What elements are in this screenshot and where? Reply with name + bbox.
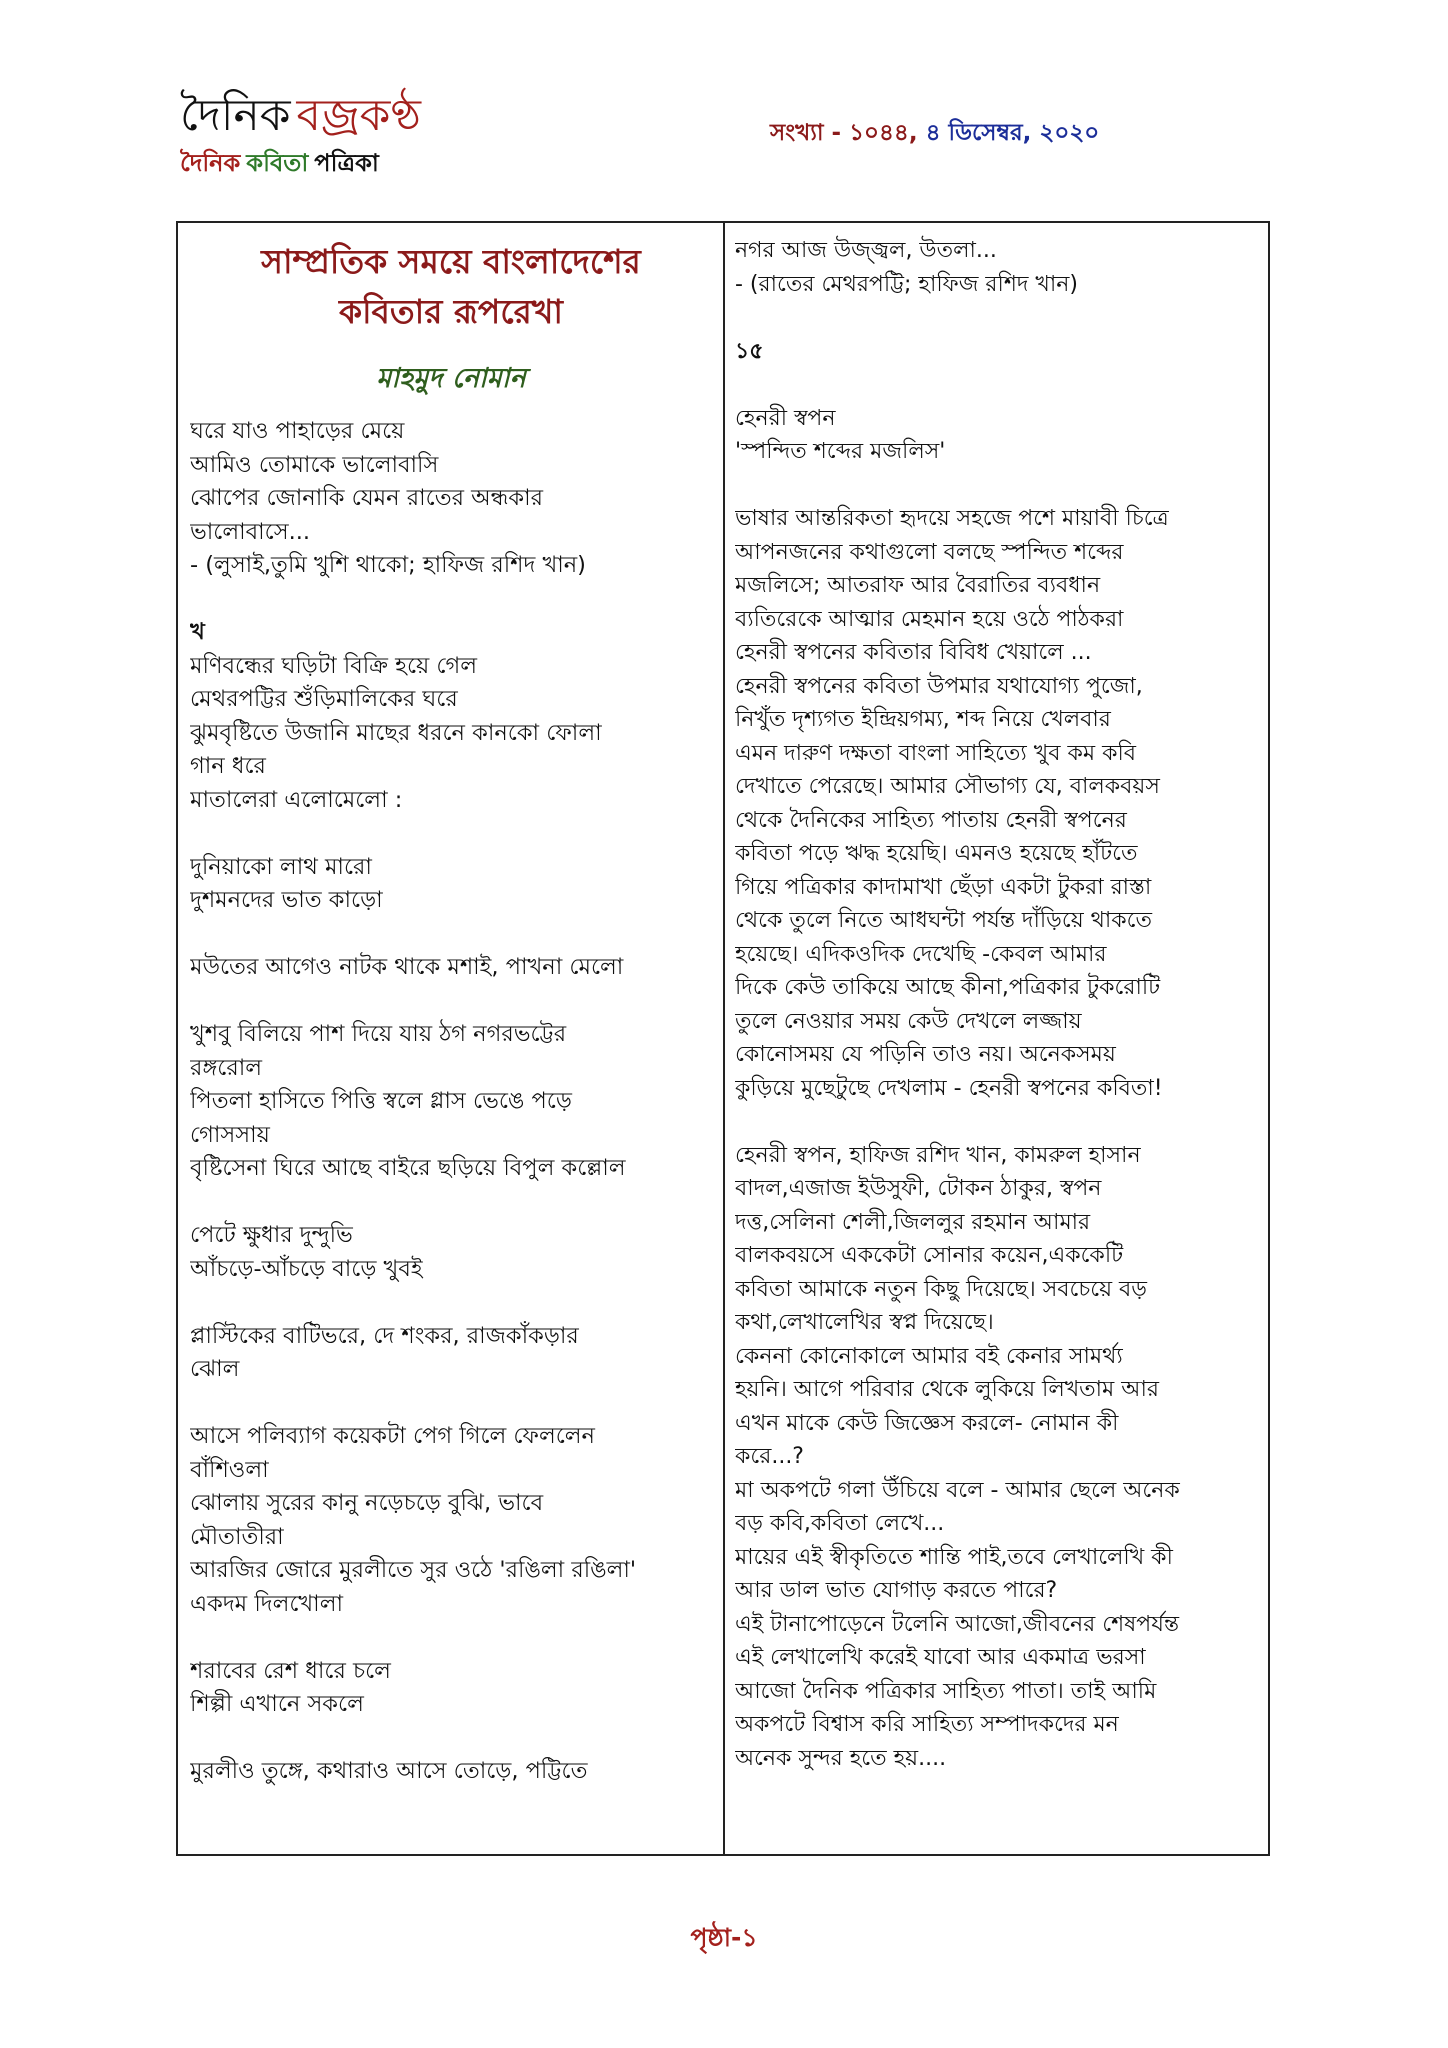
newspaper-logo bbox=[180, 88, 421, 144]
text-line: প্লাস্টিকের বাটিভরে, দে শংকর, রাজকাঁকড়ার bbox=[190, 1322, 579, 1349]
tagline-part1: দৈনিক bbox=[180, 149, 241, 177]
blank-line bbox=[190, 1186, 712, 1220]
text-line: গান ধরে bbox=[190, 753, 266, 779]
blank-line bbox=[190, 985, 712, 1019]
text-line: মায়ের এই স্বীকৃতিতে শান্তি পাই,তবে লেখালেখি কী bbox=[735, 1544, 1173, 1570]
text-line: মৌতাতীরা bbox=[190, 1523, 284, 1550]
title-line-2: কবিতার রূপরেখা bbox=[339, 292, 563, 331]
text-line: মেথরপট্টির শুঁড়িমালিকের ঘরে bbox=[190, 686, 458, 712]
issue-number: সংখ্যা - ১০৪৪, bbox=[770, 120, 918, 146]
blank-line bbox=[735, 301, 1263, 335]
text-line: আপনজনের কথাগুলো বলছে স্পন্দিত শব্দের bbox=[735, 539, 1124, 565]
blank-line bbox=[190, 817, 712, 851]
text-line: হেনরী স্বপন bbox=[735, 405, 836, 431]
text-line: হেনরী স্বপন, হাফিজ রশিদ খান, কামরুল হাসান bbox=[735, 1142, 1141, 1168]
text-line: দিকে কেউ তাকিয়ে আছে কীনা,পত্রিকার টুকরোটি bbox=[735, 975, 1161, 1000]
blank-line bbox=[190, 1722, 712, 1756]
blank-line bbox=[190, 1621, 712, 1655]
text-line: ঝোল bbox=[190, 1356, 240, 1382]
text-line: কবিতা পড়ে ঋদ্ধ হয়েছি। এমনও হয়েছে হাঁটতে bbox=[735, 841, 1138, 866]
text-line: ভাষার আন্তরিকতা হৃদয়ে সহজে পশে মায়াবী চিত্রে bbox=[735, 506, 1169, 531]
right-column bbox=[735, 223, 1263, 1775]
text-line: এই টানাপোড়েনে টলেনি আজো,জীবনের শেষপর্যন্ত bbox=[735, 1611, 1180, 1637]
text-line: আমিও তোমাকে ভালোবাসি bbox=[190, 451, 439, 478]
text-line: দেখাতে পেরেছে। আমার সৌভাগ্য যে, বালকবয়স bbox=[735, 774, 1160, 799]
right-column-text bbox=[735, 234, 1263, 1775]
issue-date: ৪ ডিসেম্বর, ২০২০ bbox=[925, 120, 1100, 146]
text-line: 'স্পন্দিত শব্দের মজলিস' bbox=[735, 439, 946, 464]
text-line: নিখুঁত দৃশ্যগত ইন্দ্রিয়গম্য, শব্দ নিয়ে খেলবার bbox=[735, 707, 1111, 732]
text-line: বৃষ্টিসেনা ঘিরে আছে বাইরে ছড়িয়ে বিপুল কল্লোল bbox=[190, 1155, 626, 1181]
left-column bbox=[190, 223, 712, 1789]
text-line: নগর আজ উজ্জ্বল, উতলা... bbox=[735, 238, 997, 263]
blank-line bbox=[735, 1105, 1263, 1139]
text-line: হেনরী স্বপনের কবিতা উপমার যথাযোগ্য পুজো, bbox=[735, 673, 1143, 699]
issue-info bbox=[770, 114, 1099, 153]
text-line: মউতের আগেও নাটক থাকে মশাই, পাখনা মেলো bbox=[190, 954, 624, 980]
text-line: শরাবের রেশ ধারে চলে bbox=[190, 1657, 391, 1684]
blank-line bbox=[190, 1387, 712, 1421]
text-line: - (লুসাই,তুমি খুশি থাকো; হাফিজ রশিদ খান) bbox=[190, 552, 586, 578]
text-line: তুলে নেওয়ার সময় কেউ দেখলে লজ্জায় bbox=[735, 1008, 1082, 1034]
text-line: কোনোসময় যে পড়িনি তাও নয়। অনেকসময় bbox=[735, 1042, 1116, 1067]
text-line: গিয়ে পত্রিকার কাদামাখা ছেঁড়া একটা টুকরা রাস্তা bbox=[735, 874, 1152, 900]
text-line: খুশবু বিলিয়ে পাশ দিয়ে যায় ঠগ নগরভট্টের bbox=[190, 1021, 567, 1047]
text-line: মণিবন্ধের ঘড়িটা বিক্রি হয়ে গেল bbox=[190, 652, 478, 679]
text-line: একদম দিলখোলা bbox=[190, 1590, 343, 1617]
text-line: বড় কবি,কবিতা লেখে... bbox=[735, 1511, 945, 1536]
text-line: বালকবয়সে এককেটা সোনার কয়েন,এককেটি bbox=[735, 1243, 1124, 1268]
text-line: আর ডাল ভাত যোগাড় করতে পারে? bbox=[735, 1578, 1058, 1603]
tagline-part2: কবিতা bbox=[246, 149, 309, 177]
text-line: দুশমনদের ভাত কাড়ো bbox=[190, 887, 383, 913]
text-line: অকপটে বিশ্বাস করি সাহিত্য সম্পাদকদের মন bbox=[735, 1712, 1119, 1737]
text-line: এই লেখালেখি করেই যাবো আর একমাত্র ভরসা bbox=[735, 1645, 1146, 1670]
text-line: পেটে ক্ষুধার দুন্দুভি bbox=[190, 1222, 353, 1248]
text-line: মুরলীও তুঙ্গে, কথারাও আসে তোড়ে, পট্টিতে bbox=[190, 1758, 588, 1784]
article-author: মাহমুদ নোমান bbox=[376, 363, 526, 394]
text-line: মাতালেরা এলোমেলো : bbox=[190, 786, 403, 813]
text-line: হয়নি। আগে পরিবার থেকে লুকিয়ে লিখতাম আর bbox=[735, 1377, 1160, 1402]
article-frame bbox=[176, 221, 1270, 1856]
logo-name-part2: বজ্রকণ্ঠ bbox=[296, 90, 421, 141]
blank-line bbox=[735, 368, 1263, 402]
text-line: আঁচড়ে-আঁচড়ে বাড়ে খুবই bbox=[190, 1255, 423, 1282]
article-title bbox=[190, 237, 712, 337]
text-line: রঙ্গরোল bbox=[190, 1054, 263, 1081]
text-line: করে...? bbox=[735, 1444, 804, 1469]
text-line: ঝুমবৃষ্টিতে উজানি মাছের ধরনে কানকো ফোলা bbox=[190, 719, 602, 746]
text-line: আজো দৈনিক পত্রিকার সাহিত্য পাতা। তাই আমি bbox=[735, 1678, 1157, 1704]
text-line: ঝোপের জোনাকি যেমন রাতের অন্ধকার bbox=[190, 485, 544, 511]
logo-name-part1: দৈনিক bbox=[180, 90, 291, 141]
text-line: কেননা কোনোকালে আমার বই কেনার সামর্থ্য bbox=[735, 1343, 1123, 1369]
text-line: দুনিয়াকো লাথ মারো bbox=[190, 853, 372, 880]
text-line: বাদল,এজাজ ইউসুফী, টোকন ঠাকুর, স্বপন bbox=[735, 1176, 1102, 1201]
text-line: আরজির জোরে মুরলীতে সুর ওঠে 'রঙিলা রঙিলা' bbox=[190, 1557, 637, 1583]
text-line: ব্যতিরেকে আত্মার মেহমান হয়ে ওঠে পাঠকরা bbox=[735, 606, 1124, 632]
blank-line bbox=[735, 469, 1263, 503]
text-line: থেকে তুলে নিতে আধঘন্টা পর্যন্ত দাঁড়িয়ে থাকতে bbox=[735, 908, 1153, 933]
text-line: - (রাতের মেথরপট্টি; হাফিজ রশিদ খান) bbox=[735, 271, 1078, 297]
title-line-1: সাম্প্রতিক সময়ে বাংলাদেশের bbox=[261, 242, 641, 281]
tagline-part3: পত্রিকা bbox=[314, 149, 379, 177]
blank-line bbox=[190, 583, 712, 617]
text-line: ঝোলায় সুরের কানু নড়েচড়ে বুঝি, ভাবে bbox=[190, 1490, 544, 1516]
text-line: হয়েছে। এদিকওদিক দেখেছি -কেবল আমার bbox=[735, 941, 1107, 967]
left-column-text bbox=[190, 415, 712, 1789]
text-line: ঘরে যাও পাহাড়ের মেয়ে bbox=[190, 418, 405, 444]
text-line: খ bbox=[190, 619, 205, 645]
text-line: মজলিসে; আতরাফ আর বৈরাতির ব্যবধান bbox=[735, 573, 1101, 598]
text-line: শিল্পী এখানে সকলে bbox=[190, 1691, 364, 1717]
masthead bbox=[180, 88, 421, 180]
text-line: ভালোবাসে... bbox=[190, 518, 311, 545]
text-line: বাঁশিওলা bbox=[190, 1456, 269, 1483]
page-number: পৃষ্ঠা-১ bbox=[690, 1923, 758, 1952]
text-line: পিতলা হাসিতে পিত্তি স্বলে গ্লাস ভেঙে পড়ে bbox=[190, 1088, 572, 1114]
text-line: কুড়িয়ে মুছেটুছে দেখলাম - হেনরী স্বপনের কবিতা! bbox=[735, 1075, 1163, 1101]
text-line: গোসসায় bbox=[190, 1121, 270, 1148]
text-line: হেনরী স্বপনের কবিতার বিবিধ খেয়ালে ... bbox=[735, 640, 1092, 665]
text-line: মা অকপটে গলা উঁচিয়ে বলে - আমার ছেলে অনেক bbox=[735, 1477, 1180, 1503]
column-divider bbox=[723, 223, 725, 1854]
text-line: এখন মাকে কেউ জিজ্ঞেস করলে- নোমান কী bbox=[735, 1410, 1119, 1436]
text-line: কবিতা আমাকে নতুন কিছু দিয়েছে। সবচেয়ে বড় bbox=[735, 1276, 1147, 1302]
text-line: দত্ত,সেলিনা শেলী,জিললুর রহমান আমার bbox=[735, 1209, 1091, 1235]
blank-line bbox=[190, 1286, 712, 1320]
text-line: থেকে দৈনিকের সাহিত্য পাতায় হেনরী স্বপনের bbox=[735, 807, 1127, 833]
text-line: কথা,লেখালেখির স্বপ্ন দিয়েছে। bbox=[735, 1310, 994, 1335]
text-line: আসে পলিব্যাগ কয়েকটা পেগ গিলে ফেললেন bbox=[190, 1423, 595, 1449]
text-line: ১৫ bbox=[735, 338, 764, 364]
text-line: এমন দারুণ দক্ষতা বাংলা সাহিত্যে খুব কম কবি bbox=[735, 740, 1137, 766]
blank-line bbox=[190, 918, 712, 952]
tagline bbox=[180, 146, 421, 180]
text-line: অনেক সুন্দর হতে হয়.... bbox=[735, 1745, 947, 1771]
